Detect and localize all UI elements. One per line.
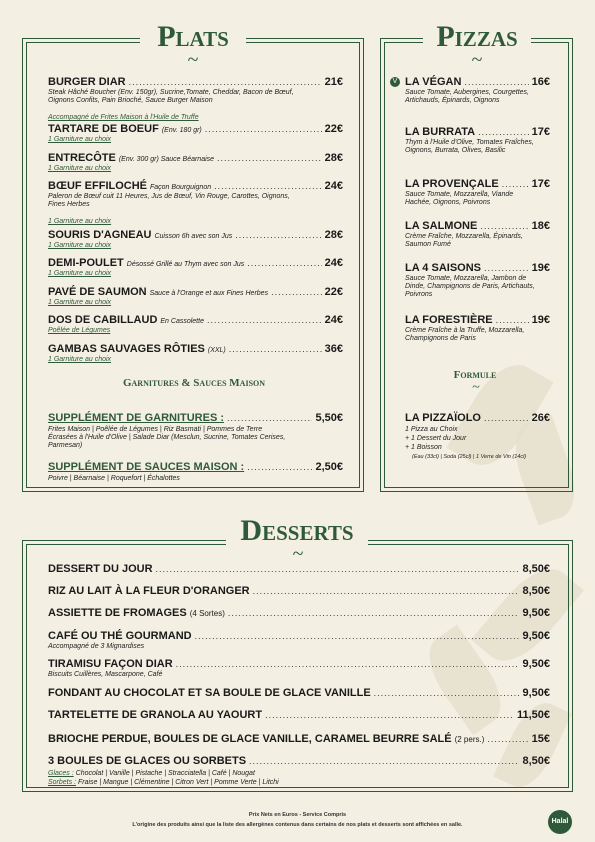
plat-extra: Accompagné de Frites Maison à l'Huile de Truffe — [48, 114, 199, 121]
leader-dots — [484, 263, 529, 273]
glaces-line — [48, 770, 255, 778]
dessert-name: CAFÉ OU THÉ GOURMAND — [48, 630, 192, 642]
pizza-name: LA SALMONE — [405, 220, 478, 232]
dessert-price: 9,50€ — [522, 630, 550, 642]
pizza-name: LA VÉGAN — [405, 76, 462, 88]
leader-dots — [265, 710, 514, 720]
plat-name: TARTARE DE BOEUF — [48, 123, 159, 135]
pizza-price: 18€ — [531, 220, 550, 232]
pizza-desc: Crème Fraîche à la Truffe, Mozzarella, Champignons de Paris — [405, 327, 525, 342]
leader-dots — [229, 344, 322, 354]
plat-price: 36€ — [324, 343, 343, 355]
plat-extra: 1 Garniture au choix — [48, 270, 112, 277]
pizza-row — [405, 220, 550, 232]
desserts-tilde: ~ — [292, 543, 304, 565]
dessert-row — [48, 687, 550, 699]
plat-name: PAVÉ DE SAUMON — [48, 286, 147, 298]
supp-sauces-name: SUPPLÉMENT DE SAUCES MAISON : — [48, 461, 245, 473]
dessert-row — [48, 630, 550, 642]
pizza-name: LA FORESTIÈRE — [405, 314, 493, 326]
plat-price: 28€ — [324, 152, 343, 164]
formule-price: 26€ — [531, 412, 550, 424]
supp-sauces-desc: Poivre | Béarnaise | Roquefort | Échalottes — [48, 475, 180, 482]
plat-row — [48, 314, 343, 326]
leader-dots — [247, 258, 321, 268]
leader-dots — [478, 127, 529, 137]
dessert-name: FONDANT AU CHOCOLAT ET SA BOULE DE GLACE VANILLE — [48, 687, 371, 699]
plat-row — [48, 343, 343, 355]
dessert-row — [48, 563, 550, 575]
formule-row — [405, 412, 550, 424]
plat-extra: 1 Garniture au choix — [48, 299, 112, 306]
leader-dots — [502, 179, 529, 189]
leader-dots — [464, 77, 528, 87]
leader-dots — [195, 631, 520, 641]
pizza-row — [405, 126, 550, 138]
formule-name: LA PIZZAÏOLO — [405, 412, 481, 424]
dessert-price: 9,50€ — [522, 658, 550, 670]
pizzas-title: Pizzas — [423, 20, 531, 54]
plat-note: En Cassolette — [160, 318, 204, 325]
supp-garnitures-price: 5,50€ — [315, 412, 343, 424]
dessert-row — [48, 755, 550, 767]
plats-title: Plats — [140, 20, 246, 54]
dessert-row — [48, 709, 550, 721]
dessert-name: TIRAMISU FAÇON DIAR — [48, 658, 173, 670]
plat-name: BŒUF EFFILOCHÉ — [48, 180, 147, 192]
leader-dots — [228, 608, 520, 618]
dessert-row — [48, 658, 550, 670]
plat-price: 28€ — [324, 229, 343, 241]
dessert-price: 11,50€ — [516, 709, 550, 721]
footer-prices: Prix Nets en Euros - Service Compris — [248, 812, 347, 818]
plat-price: 21€ — [324, 76, 343, 88]
dessert-name: RIZ AU LAIT À LA FLEUR D'ORANGER — [48, 585, 250, 597]
leader-dots — [235, 230, 321, 240]
plat-note: Façon Bourguignon — [150, 184, 212, 191]
plat-extra: Poêlée de Légumes — [48, 327, 111, 334]
plat-name: DEMI-POULET — [48, 257, 124, 269]
pizza-desc: Thym à l'Huile d'Olive, Tomates Fraîches, Oignons, Burrata, Olives, Basilic — [405, 139, 534, 154]
leader-dots — [484, 413, 529, 423]
plat-row — [48, 257, 343, 269]
dessert-price: 8,50€ — [522, 585, 550, 597]
pizza-desc: Sauce Tomate, Mozzarella, Jambon de Dinde, Champignons de Paris, Artichauts, Poivrons — [405, 275, 535, 298]
pizza-row — [405, 178, 550, 190]
leader-dots — [374, 688, 520, 698]
leader-dots — [129, 77, 322, 87]
formule-tilde: ~ — [472, 380, 480, 395]
pizza-row — [405, 262, 550, 274]
plat-price: 24€ — [324, 180, 343, 192]
leader-dots — [271, 287, 322, 297]
plat-name: DOS DE CABILLAUD — [48, 314, 158, 326]
garnitures-title: Garnitures & Sauces Maison — [122, 377, 266, 389]
plat-desc: Paleron de Bœuf cuit 11 Heures, Jus de Bœuf, Vin Rouge, Carottes, Oignons, Fines Herbes — [48, 193, 290, 208]
plat-note: Sauce à l'Orange et aux Fines Herbes — [149, 290, 269, 297]
formule-line2: + 1 Dessert du Jour — [405, 435, 467, 442]
plat-extra: 1 Garniture au choix — [48, 136, 112, 143]
desserts-title: Desserts — [226, 514, 368, 548]
pizza-row — [405, 314, 550, 326]
leader-dots — [253, 586, 520, 596]
leader-dots — [247, 462, 312, 472]
pizza-desc: Sauce Tomate, Aubergines, Courgettes, Artichauds, Épinards, Oignons — [405, 89, 530, 104]
footer-allergens: L'origine des produits ainsi que la liste des allergènes contenus dans certains de nos plats et desserts sont affichées en salle. — [132, 822, 463, 828]
dessert-price: 8,50€ — [522, 563, 550, 575]
pizza-price: 19€ — [531, 314, 550, 326]
glaces-list: Chocolat | Vanille | Pistache | Stracciatella | Café | Nougat — [75, 770, 255, 777]
plat-note: (Env. 300 gr) Sauce Béarnaise — [118, 156, 215, 163]
leader-dots — [496, 315, 529, 325]
dessert-note: (2 pers.) — [454, 735, 485, 744]
supp-garnitures-row — [48, 412, 343, 424]
plat-note: Désossé Grillé au Thym avec son Jus — [126, 261, 245, 268]
plat-extra: 1 Garniture au choix — [48, 165, 112, 172]
dessert-name: DESSERT DU JOUR — [48, 563, 153, 575]
sorbets-list: Fraise | Mangue | Clémentine | Citron Vert | Pomme Verte | Litchi — [77, 779, 279, 786]
plat-name: SOURIS D'AGNEAU — [48, 229, 152, 241]
supp-garnitures-desc: Frites Maison | Poêlée de Légumes | Riz Basmati | Pommes de Terre Écrasées à l'Huile d'Olive | Salade Diar (Mesclun, Sucrine, Tomates Cerises, Parmesan) — [48, 426, 286, 449]
pizza-desc: Crème Fraîche, Mozzarella, Épinards, Saumon Fumé — [405, 233, 523, 248]
leader-dots — [207, 315, 322, 325]
pizza-price: 17€ — [531, 126, 550, 138]
pizza-price: 17€ — [531, 178, 550, 190]
plats-tilde: ~ — [187, 49, 199, 71]
dessert-price: 8,50€ — [522, 755, 550, 767]
supp-sauces-price: 2,50€ — [315, 461, 343, 473]
pizza-name: LA PROVENÇALE — [405, 178, 499, 190]
formule-line1: 1 Pizza au Choix — [405, 426, 458, 433]
plat-extra: 1 Garniture au choix — [48, 356, 112, 363]
supp-garnitures-name: SUPPLÉMENT DE GARNITURES : — [48, 412, 225, 424]
dessert-desc: Biscuits Cuillères, Mascarpone, Café — [48, 671, 163, 678]
plat-row — [48, 123, 343, 135]
dessert-row — [48, 585, 550, 597]
plat-note: Cuisson 6h avec son Jus — [154, 233, 233, 240]
leader-dots — [480, 221, 528, 231]
pizza-desc: Sauce Tomate, Mozzarella, Viande Hachée, Oignons, Poivrons — [405, 191, 514, 206]
dessert-row — [48, 733, 550, 745]
pizza-row — [405, 76, 550, 88]
leader-dots — [205, 124, 322, 134]
dessert-price: 9,50€ — [522, 607, 550, 619]
dessert-note: (4 Sortes) — [189, 609, 225, 618]
vegan-icon: V — [390, 77, 400, 87]
plat-row — [48, 286, 343, 298]
plat-extra: 1 Garniture au choix — [48, 218, 112, 225]
sorbets-line — [48, 779, 279, 787]
dessert-price: 9,50€ — [522, 687, 550, 699]
pizzas-tilde: ~ — [471, 49, 483, 71]
plat-price: 24€ — [324, 257, 343, 269]
pizza-name: LA 4 SAISONS — [405, 262, 481, 274]
plat-price: 24€ — [324, 314, 343, 326]
leader-dots — [214, 181, 322, 191]
glaces-label: Glaces : — [48, 770, 74, 777]
pizza-price: 19€ — [531, 262, 550, 274]
dessert-row — [48, 607, 550, 619]
leader-dots — [176, 659, 520, 669]
plat-row — [48, 76, 343, 88]
plat-price: 22€ — [324, 286, 343, 298]
supp-sauces-row — [48, 461, 343, 473]
plat-note: (Env. 180 gr) — [161, 127, 202, 134]
pizza-price: 16€ — [531, 76, 550, 88]
plat-row — [48, 229, 343, 241]
plat-price: 22€ — [324, 123, 343, 135]
plat-row — [48, 180, 343, 192]
plat-note: (XXL) — [207, 347, 226, 354]
sorbets-label: Sorbets : — [48, 779, 77, 786]
leader-dots — [227, 413, 312, 423]
dessert-name: ASSIETTE DE FROMAGES — [48, 607, 187, 619]
leader-dots — [156, 564, 520, 574]
plat-extra: 1 Garniture au choix — [48, 242, 112, 249]
formule-title: Formule — [453, 369, 497, 381]
dessert-name: 3 BOULES DE GLACES OU SORBETS — [48, 755, 247, 767]
formule-line3: + 1 Boisson — [405, 444, 442, 451]
halal-badge: Halal — [548, 810, 572, 834]
pizza-name: LA BURRATA — [405, 126, 476, 138]
dessert-price: 15€ — [531, 733, 550, 745]
dessert-name: TARTELETTE DE GRANOLA AU YAOURT — [48, 709, 263, 721]
plat-desc: Steak Hâché Boucher (Env. 150gr), Sucrine,Tomate, Cheddar, Bacon de Bœuf, Oignons Confits, Pain Brioché, Sauce Burger Maison — [48, 89, 294, 104]
formule-line4: (Eau (33cl) | Soda (25cl) | 1 Verre de Vin (14cl) — [412, 454, 527, 460]
plat-name: ENTRECÔTE — [48, 152, 116, 164]
leader-dots — [217, 153, 322, 163]
plat-name: BURGER DIAR — [48, 76, 126, 88]
dessert-desc: Accompagné de 3 Mignardises — [48, 643, 145, 650]
plat-name: GAMBAS SAUVAGES RÔTIES — [48, 343, 205, 355]
dessert-name: BRIOCHE PERDUE, BOULES DE GLACE VANILLE, CARAMEL BEURRE SALÉ — [48, 733, 452, 745]
leader-dots — [249, 756, 519, 766]
plat-row — [48, 152, 343, 164]
leader-dots — [487, 734, 528, 744]
